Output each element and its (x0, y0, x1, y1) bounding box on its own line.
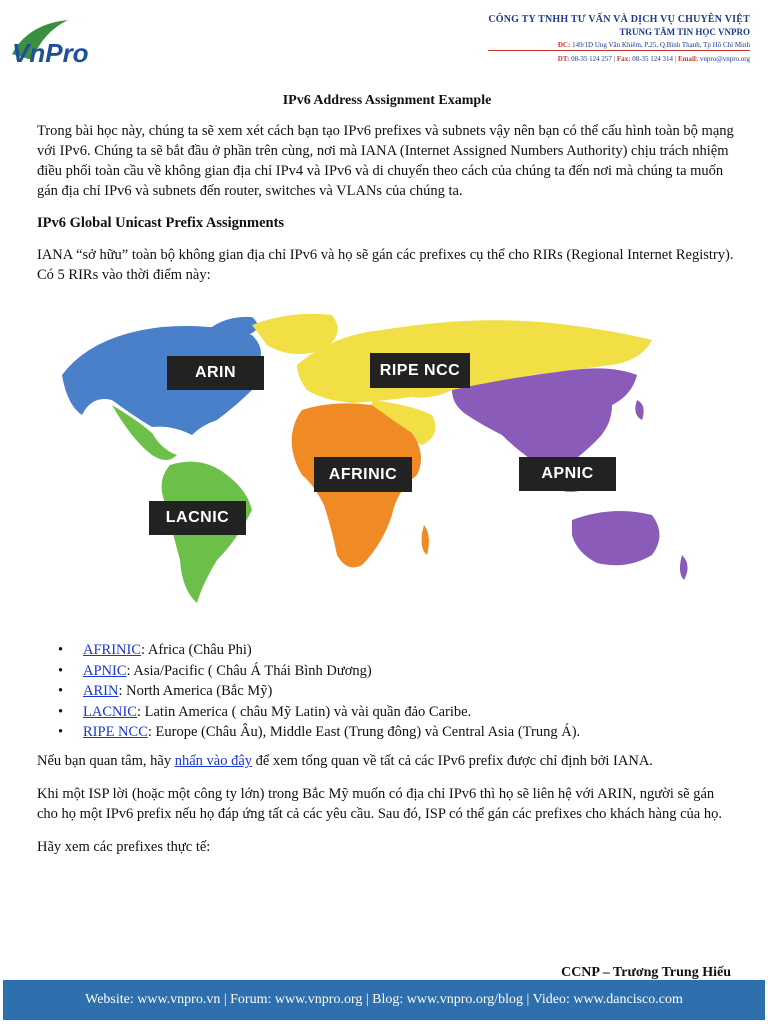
region-australia (572, 511, 660, 565)
link-lacnic[interactable]: LACNIC (83, 703, 137, 720)
label-arin: ARIN (167, 356, 264, 390)
contact-line: DT: 08-35 124 257 | Fax: 08-35 124 314 | Email: vnpro@vnpro.org (557, 55, 750, 63)
note-paragraph: Nếu bạn quan tâm, hãy nhấn vào đây để xem tổng quan về tất cả các IPv6 prefix được chỉ định bởi IANA. (37, 753, 653, 769)
section-heading: IPv6 Global Unicast Prefix Assignments (37, 215, 285, 231)
intro-paragraph: Trong bài học này, chúng ta sẽ xem xét cách bạn tạo IPv6 prefixes và subnets vậy nên bạn có thể cấu hình toàn bộ mạng với IPv6. Chúng ta sẽ bắt đầu ở phần trên cùng, nơi mà IANA (Internet Assigned Numbers Authority) chịu trách nhiệm điều phối toàn cầu về không gian địa chỉ IPv4 và IPv6 và di chuyển theo cách của chúng ta đến nơi mà chúng ta muốn gán địa chỉ IPv6 và subnets đến router, switches và VLANs của chúng ta. (37, 123, 734, 199)
author-signature: CCNP – Trương Trung Hiếu (561, 965, 731, 980)
rir-list (58, 640, 738, 743)
link-apnic[interactable]: APNIC (83, 662, 127, 679)
logo-text: VnPro (12, 38, 89, 68)
isp-paragraph: Khi một ISP lời (hoặc một công ty lớn) trong Bắc Mỹ muốn có địa chỉ IPv6 thì họ sẽ liên hệ với ARIN, người sẽ gán cho họ một IPv6 prefix nếu họ đáp ứng tất cả các yêu cầu. Sau đó, ISP có thể gán các prefixes cho khách hàng của họ. (37, 786, 722, 822)
document-title: IPv6 Address Assignment Example (282, 93, 492, 108)
link-afrinic[interactable]: AFRINIC (83, 642, 142, 658)
link-ripe-ncc[interactable]: RIPE NCC (83, 724, 148, 740)
click-here-link[interactable]: nhấn vào đây (174, 753, 253, 769)
closing-paragraph: Hãy xem các prefixes thực tế: (37, 839, 211, 855)
label-ripe-ncc: RIPE NCC (370, 353, 470, 388)
address-line: ĐC: 149/1D Ung Văn Khiêm, P.25, Q.Bình Thạnh, Tp Hồ Chí Minh (557, 41, 750, 49)
list-item: • APNIC: Asia/Pacific ( Châu Á Thái Bình Dương) (58, 661, 738, 682)
company-info (488, 14, 750, 63)
label-lacnic: LACNIC (149, 501, 246, 535)
company-name: CÔNG TY TNHH TƯ VẤN VÀ DỊCH VỤ CHUYÊN VIỆT (488, 14, 750, 25)
label-apnic: APNIC (519, 457, 616, 491)
center-name: TRUNG TÂM TIN HỌC VNPRO (619, 27, 750, 37)
link-arin[interactable]: ARIN (83, 683, 119, 699)
page-footer: Website: www.vnpro.vn | Forum: www.vnpro.org | Blog: www.vnpro.org/blog | Video: www.dancisco.com (3, 980, 765, 1020)
list-item: • ARIN: North America (Bắc Mỹ) (58, 681, 738, 702)
label-afrinic: AFRINIC (314, 457, 412, 492)
list-item: • AFRINIC: Africa (Châu Phi) (58, 640, 738, 661)
main-content (37, 88, 737, 297)
vnpro-logo (8, 14, 108, 70)
section-paragraph: IANA “sở hữu” toàn bộ không gian địa chỉ IPv6 và họ sẽ gán các prefixes cụ thể cho RIRs (Regional Internet Registry). Có 5 RIRs vào thời điểm này: (37, 247, 734, 283)
page-header (0, 0, 768, 80)
list-item: • LACNIC: Latin America ( châu Mỹ Latin) và vài quần đảo Caribe. (58, 702, 738, 723)
rir-world-map (52, 305, 716, 605)
list-item: • RIPE NCC: Europe (Châu Âu), Middle East (Trung đông) và Central Asia (Trung Á). (58, 722, 738, 743)
following-content (37, 751, 737, 870)
